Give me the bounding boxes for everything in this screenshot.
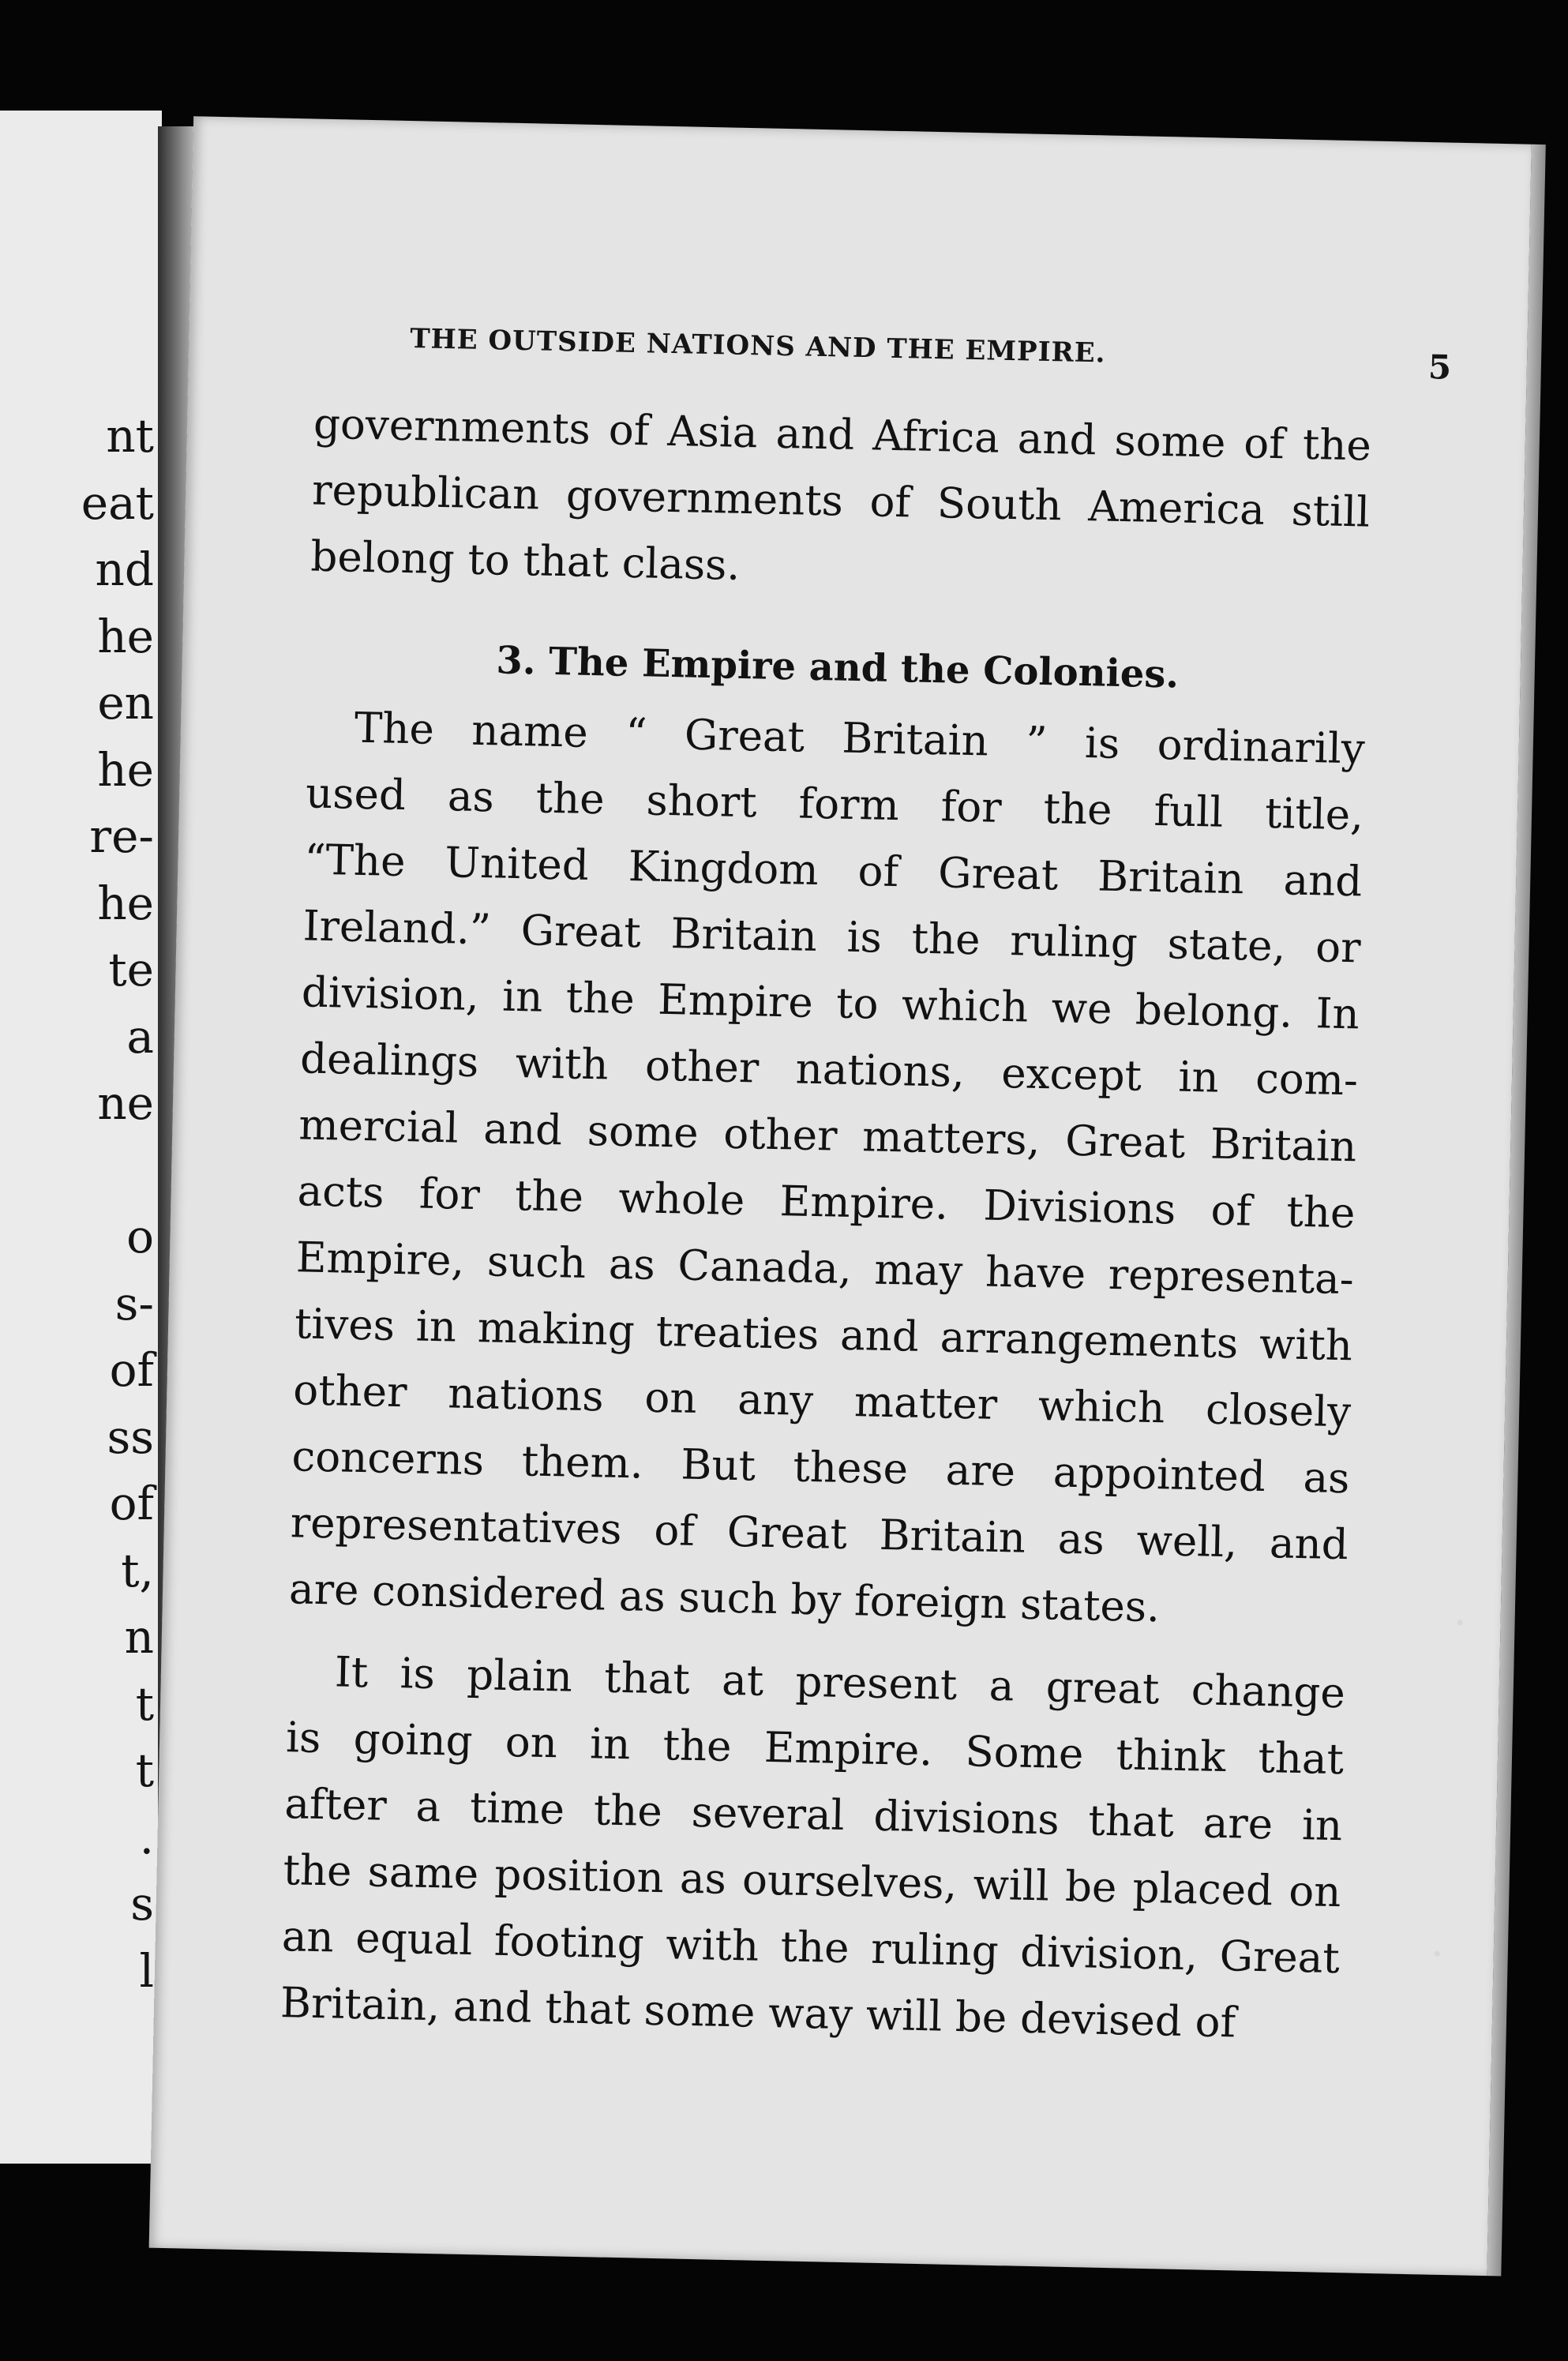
previous-page-fragment-line: .	[139, 1810, 154, 1864]
previous-page-fragment-line: nt	[106, 409, 154, 463]
text-line: It is plain that at present a great change	[334, 1648, 1346, 1718]
previous-page-fragment	[0, 111, 162, 2164]
text-line: republican governments of South America still	[311, 466, 1371, 537]
previous-page-fragment-line: t,	[121, 1543, 154, 1597]
previous-page-fragment-line: t	[135, 1676, 154, 1731]
body-text	[279, 392, 1371, 2059]
text-line: Ireland.” Great Britain is the ruling state, or	[302, 902, 1362, 973]
previous-page-fragment-line: a	[126, 1009, 154, 1064]
previous-page-fragment-line: te	[108, 943, 154, 997]
previous-page-fragment-line: s	[130, 1877, 154, 1931]
text-line: is going on in the Empire. Some think that	[285, 1714, 1345, 1785]
text-line: after a time the several divisions that are in	[283, 1780, 1343, 1851]
previous-page-fragment-line: of	[109, 1343, 154, 1397]
paragraph-2	[288, 694, 1365, 1645]
previous-page-fragment-line: of	[109, 1477, 154, 1530]
previous-page-fragment-line: t	[135, 1744, 154, 1797]
text-line: belong to that class.	[309, 532, 741, 590]
previous-page-fragment-line	[81, 1137, 154, 1204]
text-line: used as the short form for the full title,	[305, 769, 1364, 840]
text-line: other nations on any matter which closely	[292, 1366, 1352, 1437]
running-header	[409, 323, 1469, 387]
text-line: Britain, and that some way will be devised of	[279, 1979, 1236, 2048]
text-line: “The United Kingdom of Great Britain and	[303, 835, 1363, 906]
previous-page-fragment-line: he	[97, 876, 154, 930]
previous-page-fragment-line: he	[97, 609, 154, 663]
text-line: mercial and some other matters, Great Britain	[298, 1101, 1357, 1172]
page-number: 5	[1427, 347, 1453, 387]
text-line: Empire, such as Canada, may have representa-	[295, 1233, 1355, 1304]
paragraph-3	[279, 1638, 1345, 2059]
text-line: representatives of Great Britain as well, and	[290, 1499, 1349, 1570]
paragraph-1	[310, 392, 1372, 613]
previous-page-fragment-line: eat	[81, 475, 154, 530]
text-line: acts for the whole Empire. Divisions of the	[297, 1167, 1356, 1238]
previous-page-fragment-line: nd	[95, 542, 154, 596]
previous-page-fragment-line: re-	[89, 809, 154, 863]
previous-page-fragment-line: en	[97, 676, 154, 730]
previous-page-fragment-line: ss	[107, 1409, 154, 1464]
page-speck	[1457, 1620, 1463, 1625]
section-heading: 3. The Empire and the Colonies.	[495, 638, 1180, 697]
previous-page-fragment-line: n	[124, 1610, 154, 1664]
running-title: THE OUTSIDE NATIONS AND THE EMPIRE.	[409, 323, 1106, 370]
text-line: the same position as ourselves, will be placed on	[283, 1846, 1342, 1917]
previous-page-line-endings	[81, 403, 154, 2004]
text-line: dealings with other nations, except in com-	[299, 1034, 1359, 1105]
previous-page-fragment-line: s-	[114, 1276, 154, 1331]
page-speck	[1435, 1951, 1440, 1957]
previous-page-fragment-line: l	[139, 1943, 154, 1998]
text-line: are considered as such by foreign states.	[288, 1565, 1161, 1632]
text-line: division, in the Empire to which we belong. In	[301, 968, 1360, 1039]
previous-page-fragment-line: o	[126, 1210, 154, 1263]
text-line: The name “ Great Britain ” is ordinarily	[354, 704, 1366, 774]
text-line: an equal footing with the ruling division, Great	[281, 1912, 1341, 1984]
previous-page-fragment-line: he	[97, 742, 154, 797]
text-line: tives in making treaties and arrangements with	[294, 1300, 1353, 1371]
text-line: concerns them. But these are appointed as	[291, 1432, 1351, 1503]
book-page	[149, 116, 1532, 2276]
page-edge	[1487, 145, 1546, 2277]
text-line: governments of Asia and Africa and some of the	[313, 400, 1372, 471]
previous-page-fragment-line: ne	[97, 1076, 154, 1130]
